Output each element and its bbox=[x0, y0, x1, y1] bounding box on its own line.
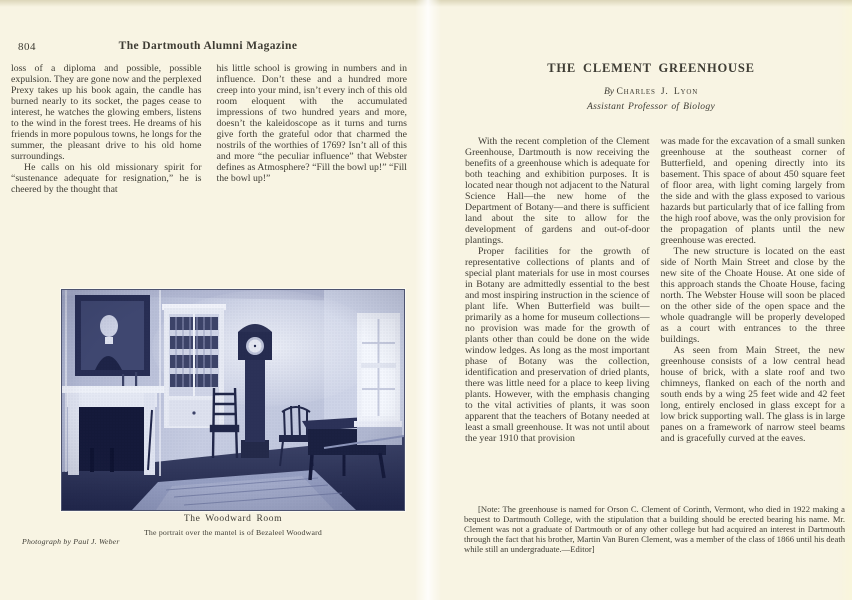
paragraph: As seen from Main Street, the new greenhouse consists of a low central head house of brick, with a slate roof and two chimneys, flanked on each of the north and south ends by a wing 25 feet wide and 42 feet long, entirely enclosed in glass except for a low brick supporting wall. The glass is in large panes on a framework of narrow steel beams and is gracefully curved at the eaves. bbox=[660, 345, 845, 444]
page-gutter bbox=[415, 0, 441, 600]
magazine-title: The Dartmouth Alumni Magazine bbox=[118, 40, 298, 52]
text-column bbox=[661, 136, 846, 444]
article-byline bbox=[462, 86, 840, 97]
room-illustration bbox=[62, 290, 404, 510]
author-role: Assistant Professor of Biology bbox=[586, 101, 716, 112]
article-title: THE CLEMENT GREENHOUSE bbox=[547, 61, 755, 75]
paragraph: He calls on his old missionary spirit for “sustenance adequate for resignation,” he is cheered by the thought that bbox=[11, 162, 202, 195]
paragraph: Proper facilities for the growth of representative collections of plants and of special plant materials for use in most courses in Botany are admittedly essential to the best and most inspiring instruction in the science of plant life. When Butterfield was built—primarily as a home for museum collections—no provision was made for the growth of plants other than could be done on the wide window ledges. As long as the most important phase of Botany was the collection, identification and preservation of dried plants, there was little need for a place to keep living plants. However, with the emphasis changing to the vital activities of plants, it was soon apparent that the teachers of Botany needed at least a small greenhouse. It was not until about the year 1910 that provision bbox=[465, 246, 650, 444]
paragraph: was made for the excavation of a small sunken greenhouse at the southeast corner of Butterfield, and opening directly into its basement. This space of about 450 square feet of floor area, with light coming largely from the side and with the glass exposed to various hazards but particularly that of ice falling from the high roof above, was the only provision for the propagation of plants until the new greenhouse was erected. bbox=[660, 136, 845, 246]
left-page-header bbox=[11, 40, 405, 56]
woodward-room-photo bbox=[61, 289, 405, 511]
paragraph: The new structure is located on the east side of North Main Street and close by the new site of the Choate House. At one side of this approach stands the Choate House, facing north. The Webster House will soon be placed on the other side of the open space and the whole quadrangle will be properly developed as a court with entrances to the three buildings. bbox=[660, 246, 845, 345]
text-column bbox=[217, 63, 408, 195]
article-columns bbox=[465, 136, 845, 444]
text-column bbox=[11, 63, 202, 195]
page-number: 804 bbox=[18, 41, 36, 53]
byline-author: Charles J. Lyon bbox=[616, 86, 699, 97]
paragraph: loss of a diploma and possible, possible expulsion. They are gone now and the perplexed Prexy takes up his book again, the candle has burned nearly to its socket, the pages cease to interest, he watches the glowing embers, listens to the wind in the forest trees. He dreams of his friends in more populous towns, he longs for the summer, the pleasant drive to his old home surroundings. bbox=[11, 63, 202, 162]
paragraph: With the recent completion of the Clement Greenhouse, Dartmouth is now receiving the benefits of a greenhouse which is adequate for both teaching and exhibition purposes. It is located near though not adjacent to the Natural Science Hall—the new home of the Department of Botany—and there is sufficient land about the site to allow for the development of gardens and out-of-door plantings. bbox=[465, 136, 650, 246]
editor-footnote: [Note: The greenhouse is named for Orson C. Clement of Corinth, Vermont, who died in 1922 making a bequest to Dartmouth College, with the stipulation that a building should be erected bearing his name. Mr. Clement was not a graduate of Dartmouth or of any other college but had acquired an interest in Dartmouth through the fact that his brother, Martin Van Buren Clement, was a member of the class of 1866 until his death while still an undergraduate.—Editor] bbox=[464, 504, 845, 554]
photo-caption-subtitle: The portrait over the mantel is of Bezaleel Woodward bbox=[143, 528, 323, 537]
byline-by: By bbox=[603, 86, 615, 97]
photo-caption-title: The Woodward Room bbox=[183, 514, 283, 524]
paragraph: his little school is growing in numbers and in influence. Don’t these and a hundred more creep into your mind, isn’t every inch of this old room eloquent with the accumulated impressions of two hundred years and more, doesn’t the kaleidoscope as it turns and turns give forth the grateful odor that charmed the nostrils of the worthies of 1769? Isn’t all of this and more “the peculiar influence” that Webster defines as Atmosphere? “Fill the bowl up!” “Fill the bowl up!” bbox=[216, 63, 407, 184]
text-column bbox=[465, 136, 650, 444]
left-page-columns bbox=[11, 63, 407, 195]
photo-credit: Photograph by Paul J. Weber bbox=[22, 537, 120, 546]
